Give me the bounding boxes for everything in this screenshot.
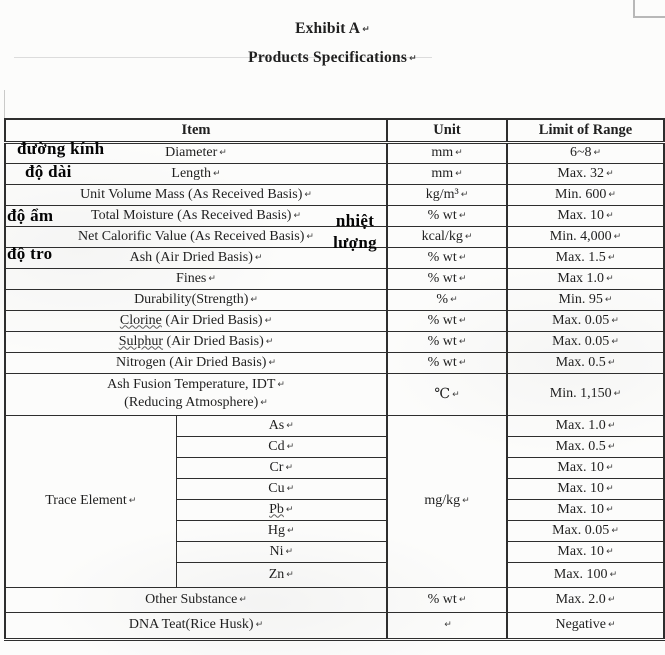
paragraph-mark-icon: ↵ (458, 210, 467, 221)
annotation-do-am: độ ẩm (7, 206, 54, 225)
spec-cell-text: Ni (269, 543, 284, 559)
scan-corner-mark (633, 0, 665, 18)
exhibit-title (0, 20, 665, 38)
spec-cell-text: As (268, 417, 285, 433)
paragraph-mark-icon: ↵ (607, 594, 616, 605)
spec-cell-element-name (176, 415, 387, 436)
spec-cell-unit (387, 226, 507, 247)
spec-cell-text: Cr (269, 459, 284, 475)
spec-cell-text: Max. 0.5 (555, 438, 606, 454)
paragraph-mark-icon: ↵ (286, 420, 294, 431)
spec-cell-text: Fines (176, 270, 207, 286)
spec-cell-unit (387, 184, 507, 205)
spec-cell-text: Cu (268, 480, 285, 496)
spec-cell-text: Max. 0.05 (552, 522, 610, 538)
spec-cell-limit (507, 247, 664, 268)
products-specifications-table (4, 118, 665, 641)
spec-cell-text: Length (171, 165, 212, 181)
table-row (5, 268, 664, 289)
spec-cell-unit (387, 142, 507, 163)
spec-cell-item (5, 289, 387, 310)
table-row (5, 331, 664, 352)
paragraph-mark-icon: ↵ (606, 168, 614, 179)
spec-cell-text: Sulphur (Air Dried Basis) (118, 333, 264, 349)
paragraph-mark-icon: ↵ (287, 525, 295, 536)
document-subtitle-text: Products Specifications (248, 49, 408, 66)
spec-cell-text: kcal/kg (421, 228, 463, 244)
spec-cell-element-name (176, 436, 387, 457)
spec-cell-text: mm (431, 165, 454, 181)
spec-cell-text: ℃ (434, 386, 451, 402)
spec-cell-text: Zn (268, 566, 285, 582)
scan-artifact-left-edge (4, 90, 5, 118)
paragraph-mark-icon: ↵ (613, 231, 622, 242)
paragraph-mark-icon: ↵ (409, 54, 417, 64)
spec-cell-text: mm (431, 145, 454, 160)
spec-cell-text: kg/m³ (425, 186, 459, 202)
spec-cell-text: Max. 10 (557, 480, 605, 496)
spec-cell-text: % (436, 291, 449, 307)
spec-cell-text: Ash Fusion Temperature, IDT (107, 376, 276, 392)
spec-cell-limit (507, 457, 664, 478)
table-row (5, 612, 664, 639)
paragraph-mark-icon: ↵ (304, 189, 312, 200)
spec-cell-text (269, 502, 284, 517)
spec-cell-text: 6~8 (569, 145, 592, 160)
spec-cell-unit (387, 247, 507, 268)
exhibit-title-text: Exhibit A (295, 20, 361, 37)
spec-cell-text: % wt (427, 333, 457, 349)
spec-cell-item (5, 352, 387, 373)
paragraph-mark-icon: ↵ (362, 25, 370, 35)
paragraph-mark-icon: ↵ (128, 496, 137, 506)
spec-cell-item (5, 373, 387, 415)
paragraph-mark-icon: ↵ (607, 620, 616, 630)
spec-cell-limit (507, 289, 664, 310)
header-limit-of-range: Limit of Range (507, 119, 664, 142)
spec-cell-text: Max. 10 (557, 543, 605, 559)
paragraph-mark-icon: ↵ (250, 294, 258, 305)
paragraph-mark-icon: ↵ (607, 420, 616, 431)
misspelled-word: Sulphur (118, 333, 164, 349)
paragraph-mark-icon: ↵ (611, 525, 619, 536)
misspelled-word: Clorine (119, 312, 162, 328)
spec-cell-element-name (176, 541, 387, 562)
spec-cell-limit (507, 373, 664, 415)
paragraph-mark-icon: ↵ (606, 546, 614, 557)
paragraph-mark-icon: ↵ (255, 620, 264, 630)
table-row (5, 587, 664, 612)
paragraph-mark-icon: ↵ (285, 546, 294, 557)
paragraph-mark-icon: ↵ (458, 357, 467, 368)
spec-cell-text: % wt (427, 312, 457, 328)
spec-cell-limit (507, 562, 664, 587)
spec-cell-text: Negative (555, 617, 606, 632)
paragraph-mark-icon: ↵ (264, 315, 273, 326)
spec-cell-limit (507, 520, 664, 541)
spec-cell-text: Clorine (Air Dried Basis) (119, 312, 263, 328)
spec-cell-trace-element-label (5, 415, 176, 587)
spec-cell-text: Max. 32 (557, 165, 605, 181)
spec-cell-unit (387, 587, 507, 612)
paragraph-mark-icon: ↵ (254, 252, 263, 263)
paragraph-mark-icon: ↵ (606, 483, 614, 494)
spec-cell-text: Ash (Air Dried Basis) (129, 249, 253, 265)
spec-cell-limit (507, 205, 664, 226)
paragraph-mark-icon: ↵ (607, 441, 616, 452)
spec-cell-limit (507, 331, 664, 352)
paragraph-mark-icon: ↵ (458, 336, 467, 347)
paragraph-mark-icon: ↵ (213, 168, 221, 179)
spec-cell-limit (507, 268, 664, 289)
spec-cell-unit (387, 310, 507, 331)
spec-cell-text: Diameter (165, 145, 218, 160)
paragraph-mark-icon: ↵ (464, 231, 473, 242)
spec-cell-text: Min. 95 (558, 291, 603, 307)
paragraph-mark-icon: ↵ (277, 379, 285, 390)
spec-cell-limit (507, 352, 664, 373)
paragraph-mark-icon: ↵ (452, 389, 460, 400)
spec-cell-limit (507, 184, 664, 205)
spec-cell-text: Max 1.0 (557, 270, 605, 286)
spec-cell-limit (507, 499, 664, 520)
paragraph-mark-icon: ↵ (455, 148, 463, 158)
paragraph-mark-icon: ↵ (208, 273, 216, 284)
spec-cell-text: (Reducing Atmosphere) (124, 395, 259, 410)
annotation-do-tro: độ tro (7, 244, 53, 263)
paragraph-mark-icon: ↵ (606, 210, 614, 221)
table-row (5, 163, 664, 184)
spec-cell-limit (507, 142, 664, 163)
spec-cell-limit (507, 436, 664, 457)
spec-cell-limit (507, 612, 664, 639)
paragraph-mark-icon: ↵ (606, 462, 614, 473)
annotation-nhiet-luong (329, 210, 381, 254)
spec-cell-text: mg/kg (424, 493, 461, 508)
paragraph-mark-icon: ↵ (611, 315, 619, 326)
paragraph-mark-icon: ↵ (455, 168, 463, 179)
paragraph-mark-icon: ↵ (458, 315, 467, 326)
annotation-do-dai: độ dài (25, 162, 72, 181)
spec-cell-limit (507, 415, 664, 436)
spec-cell-item (5, 184, 387, 205)
spec-cell-text: % wt (427, 591, 457, 607)
spec-cell-text: % wt (427, 249, 457, 265)
paragraph-mark-icon: ↵ (604, 294, 613, 305)
spec-cell-unit (387, 268, 507, 289)
spec-cell-text: Max. 100 (553, 566, 608, 582)
spec-cell-item (5, 587, 387, 612)
spec-cell-limit (507, 163, 664, 184)
spec-cell-text: Max. 0.05 (552, 312, 610, 328)
paragraph-mark-icon: ↵ (609, 569, 618, 580)
spec-cell-unit (387, 289, 507, 310)
paragraph-mark-icon: ↵ (606, 273, 614, 284)
spec-cell-text: Min. 4,000 (549, 228, 612, 244)
paragraph-mark-icon: ↵ (450, 294, 458, 305)
paragraph-mark-icon: ↵ (611, 336, 619, 347)
paragraph-mark-icon: ↵ (260, 398, 268, 408)
paragraph-mark-icon: ↵ (593, 148, 602, 158)
spec-cell-element-name (176, 499, 387, 520)
paragraph-mark-icon: ↵ (460, 189, 469, 200)
paragraph-mark-icon: ↵ (285, 504, 294, 515)
table-row (5, 310, 664, 331)
spec-cell-text: % wt (427, 354, 457, 370)
misspelled-word: Pb (269, 501, 284, 517)
spec-cell-element-name (176, 478, 387, 499)
paragraph-mark-icon: ↵ (462, 496, 470, 506)
spec-cell-item (5, 310, 387, 331)
spec-cell-element-name (176, 457, 387, 478)
spec-cell-text: Max. 1.5 (555, 249, 606, 265)
table-row (5, 373, 664, 415)
spec-cell-text: Max. 2.0 (555, 591, 606, 607)
spec-cell-unit (387, 163, 507, 184)
spec-cell-text: Net Calorific Value (As Received Basis) (78, 228, 305, 244)
spec-cell-item (5, 268, 387, 289)
spec-cell-unit (387, 352, 507, 373)
spec-cell-unit (387, 612, 507, 639)
paragraph-mark-icon: ↵ (265, 336, 274, 347)
spec-cell-text: % wt (427, 270, 457, 286)
paragraph-mark-icon: ↵ (239, 594, 247, 605)
spec-cell-limit (507, 310, 664, 331)
spec-cell-limit (507, 226, 664, 247)
document-subtitle (0, 49, 665, 67)
spec-cell-text: Durability(Strength) (134, 291, 249, 307)
paragraph-mark-icon: ↵ (607, 357, 616, 368)
paragraph-mark-icon: ↵ (458, 594, 467, 605)
spec-cell-line (8, 394, 384, 412)
spec-cell-text: Nitrogen (Air Dried Basis) (115, 354, 267, 370)
spec-cell-limit (507, 587, 664, 612)
paragraph-mark-icon: ↵ (606, 504, 614, 515)
paragraph-mark-icon: ↵ (607, 252, 616, 263)
spec-cell-line (8, 376, 384, 394)
spec-cell-text: Max. 10 (557, 207, 605, 223)
spec-cell-text: Max. 0.5 (555, 354, 606, 370)
spec-cell-text: Max. 0.05 (552, 333, 610, 349)
paragraph-mark-icon: ↵ (293, 210, 301, 221)
spec-cell-text: Unit Volume Mass (As Received Basis) (80, 186, 303, 202)
spec-cell-unit (387, 205, 507, 226)
spec-cell-text: DNA Teat(Rice Husk) (128, 617, 254, 632)
spec-cell-text: Cd (268, 438, 285, 454)
paragraph-mark-icon: ↵ (608, 189, 616, 200)
spec-cell-unit (387, 373, 507, 415)
table-row (5, 184, 664, 205)
spec-cell-item (5, 612, 387, 639)
spec-cell-text: Max. 10 (557, 501, 605, 517)
spec-cell-element-name (176, 562, 387, 587)
paragraph-mark-icon: ↵ (613, 389, 622, 399)
annotation-nhiet: nhiệt (335, 211, 375, 230)
paragraph-mark-icon: ↵ (458, 273, 467, 284)
spec-cell-item (5, 331, 387, 352)
paragraph-mark-icon: ↵ (444, 620, 452, 630)
trace-element-row (5, 415, 664, 436)
paragraph-mark-icon: ↵ (286, 441, 295, 452)
spec-cell-text: Max. 10 (557, 459, 605, 475)
paragraph-mark-icon: ↵ (286, 569, 294, 580)
table-row (5, 352, 664, 373)
spec-cell-text: Total Moisture (As Received Basis) (91, 207, 292, 223)
table-row (5, 289, 664, 310)
spec-cell-text: Min. 1,150 (549, 386, 612, 401)
spec-cell-text: % wt (427, 207, 457, 223)
annotation-luong: lượng (333, 233, 377, 252)
spec-cell-limit (507, 541, 664, 562)
paragraph-mark-icon: ↵ (286, 483, 295, 494)
spec-cell-unit (387, 415, 507, 587)
spec-cell-text: Max. 1.0 (555, 417, 606, 433)
spec-cell-limit (507, 478, 664, 499)
header-item: Item (5, 119, 387, 142)
annotation-duong-kinh: đường kính (17, 139, 105, 158)
spec-cell-text: Min. 600 (555, 186, 607, 202)
spec-cell-element-name (176, 520, 387, 541)
spec-cell-text: Other Substance (145, 591, 238, 607)
paragraph-mark-icon: ↵ (306, 231, 314, 242)
paragraph-mark-icon: ↵ (285, 462, 294, 473)
spec-cell-text: Trace Element (45, 493, 127, 508)
spec-cell-text: Hg (267, 522, 286, 538)
spec-cell-unit (387, 331, 507, 352)
paragraph-mark-icon: ↵ (268, 357, 276, 368)
paragraph-mark-icon: ↵ (458, 252, 467, 263)
header-unit: Unit (387, 119, 507, 142)
paragraph-mark-icon: ↵ (219, 148, 227, 158)
